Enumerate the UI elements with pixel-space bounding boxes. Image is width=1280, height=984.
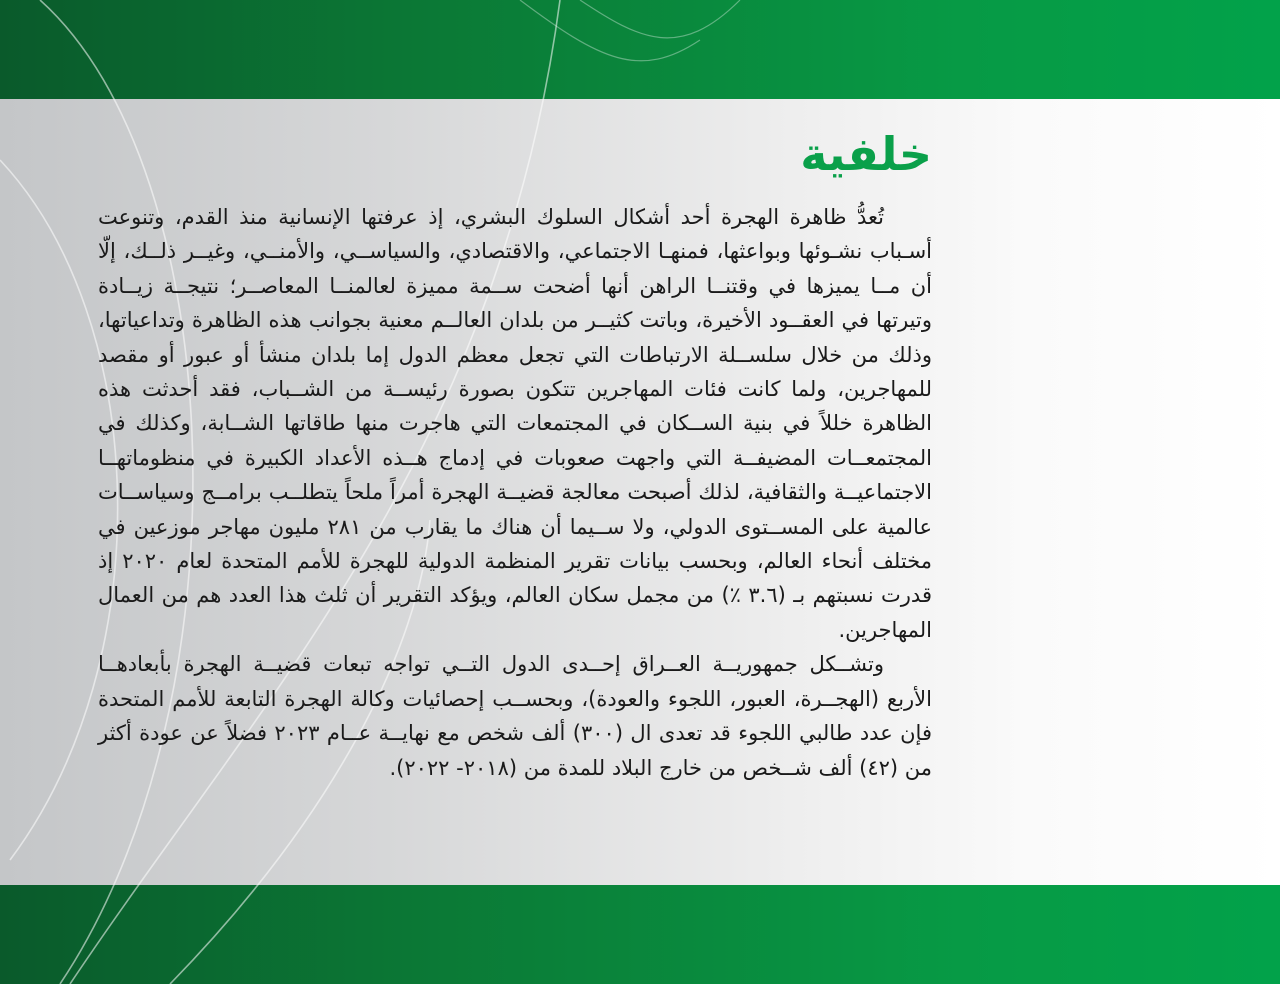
page-title: خلفية bbox=[800, 127, 932, 181]
top-green-band bbox=[0, 0, 1280, 99]
bottom-green-band bbox=[0, 885, 1280, 984]
body-text bbox=[98, 200, 932, 785]
paragraph-iraq-migration: وتشــكل جمهوريــة العــراق إحــدى الدول التــي تواجه تبعات قضيــة الهجرة بأبعادهــا الأربع (الهجــرة، العبور، اللجوء والعودة)، وبحســب إحصائيات وكالة الهجرة التابعة للأمم المتحدة فإن عدد طالبي اللجوء قد تعدى ال (٣٠٠) ألف شخص مع نهايــة عــام ٢٠٢٣ فضلاً عن عودة أكثر من (٤٢) ألف شــخص من خارج البلاد للمدة من (٢٠١٨- ٢٠٢٢). bbox=[98, 652, 932, 780]
paragraph-migration-overview: تُعدُّ ظاهرة الهجرة أحد أشكال السلوك البشري، إذ عرفتها الإنسانية منذ القدم، وتنوعت أسـباب نشـوئها وبواعثها، فمنهـا الاجتماعي، والاقتصادي، والسياســي، والأمنــي، وغيــر ذلــك، إلّا أن مــا يميزها في وقتنــا الراهن أنها أضحت ســمة مميزة لعالمنــا المعاصــر؛ نتيجــة زيــادة وتيرتها في العقــود الأخيرة، وباتت كثيــر من بلدان العالــم معنية بجوانب هذه الظاهرة وتداعياتها، وذلك من خلال سلســلة الارتباطات التي تجعل معظم الدول إما بلدان منشأ أو عبور أو مقصد للمهاجرين، ولما كانت فئات المهاجرين تتكون بصورة رئيســة من الشــباب، فقد أحدثت هذه الظاهرة خللاً في بنية الســكان في المجتمعات التي هاجرت منها طاقاتها الشــابة، وكذلك في المجتمعــات المضيفــة التي واجهت صعوبات في إدماج هــذه الأعداد الكبيرة في منظوماتهــا الاجتماعيــة والثقافية، لذلك أصبحت معالجة قضيــة الهجرة أمراً ملحاً يتطلــب برامــج وسياســات عالمية على المســتوى الدولي، ولا ســيما أن هناك ما يقارب من ٢٨١ مليون مهاجر موزعين في مختلف أنحاء العالم، وبحسب بيانات تقرير المنظمة الدولية للهجرة للأمم المتحدة لعام ٢٠٢٠ إذ قدرت نسبتهم بـ (٣.٦ ٪) من مجمل سكان العالم، ويؤكد التقرير أن ثلث هذا العدد هم من العمال المهاجرين. bbox=[98, 205, 932, 642]
